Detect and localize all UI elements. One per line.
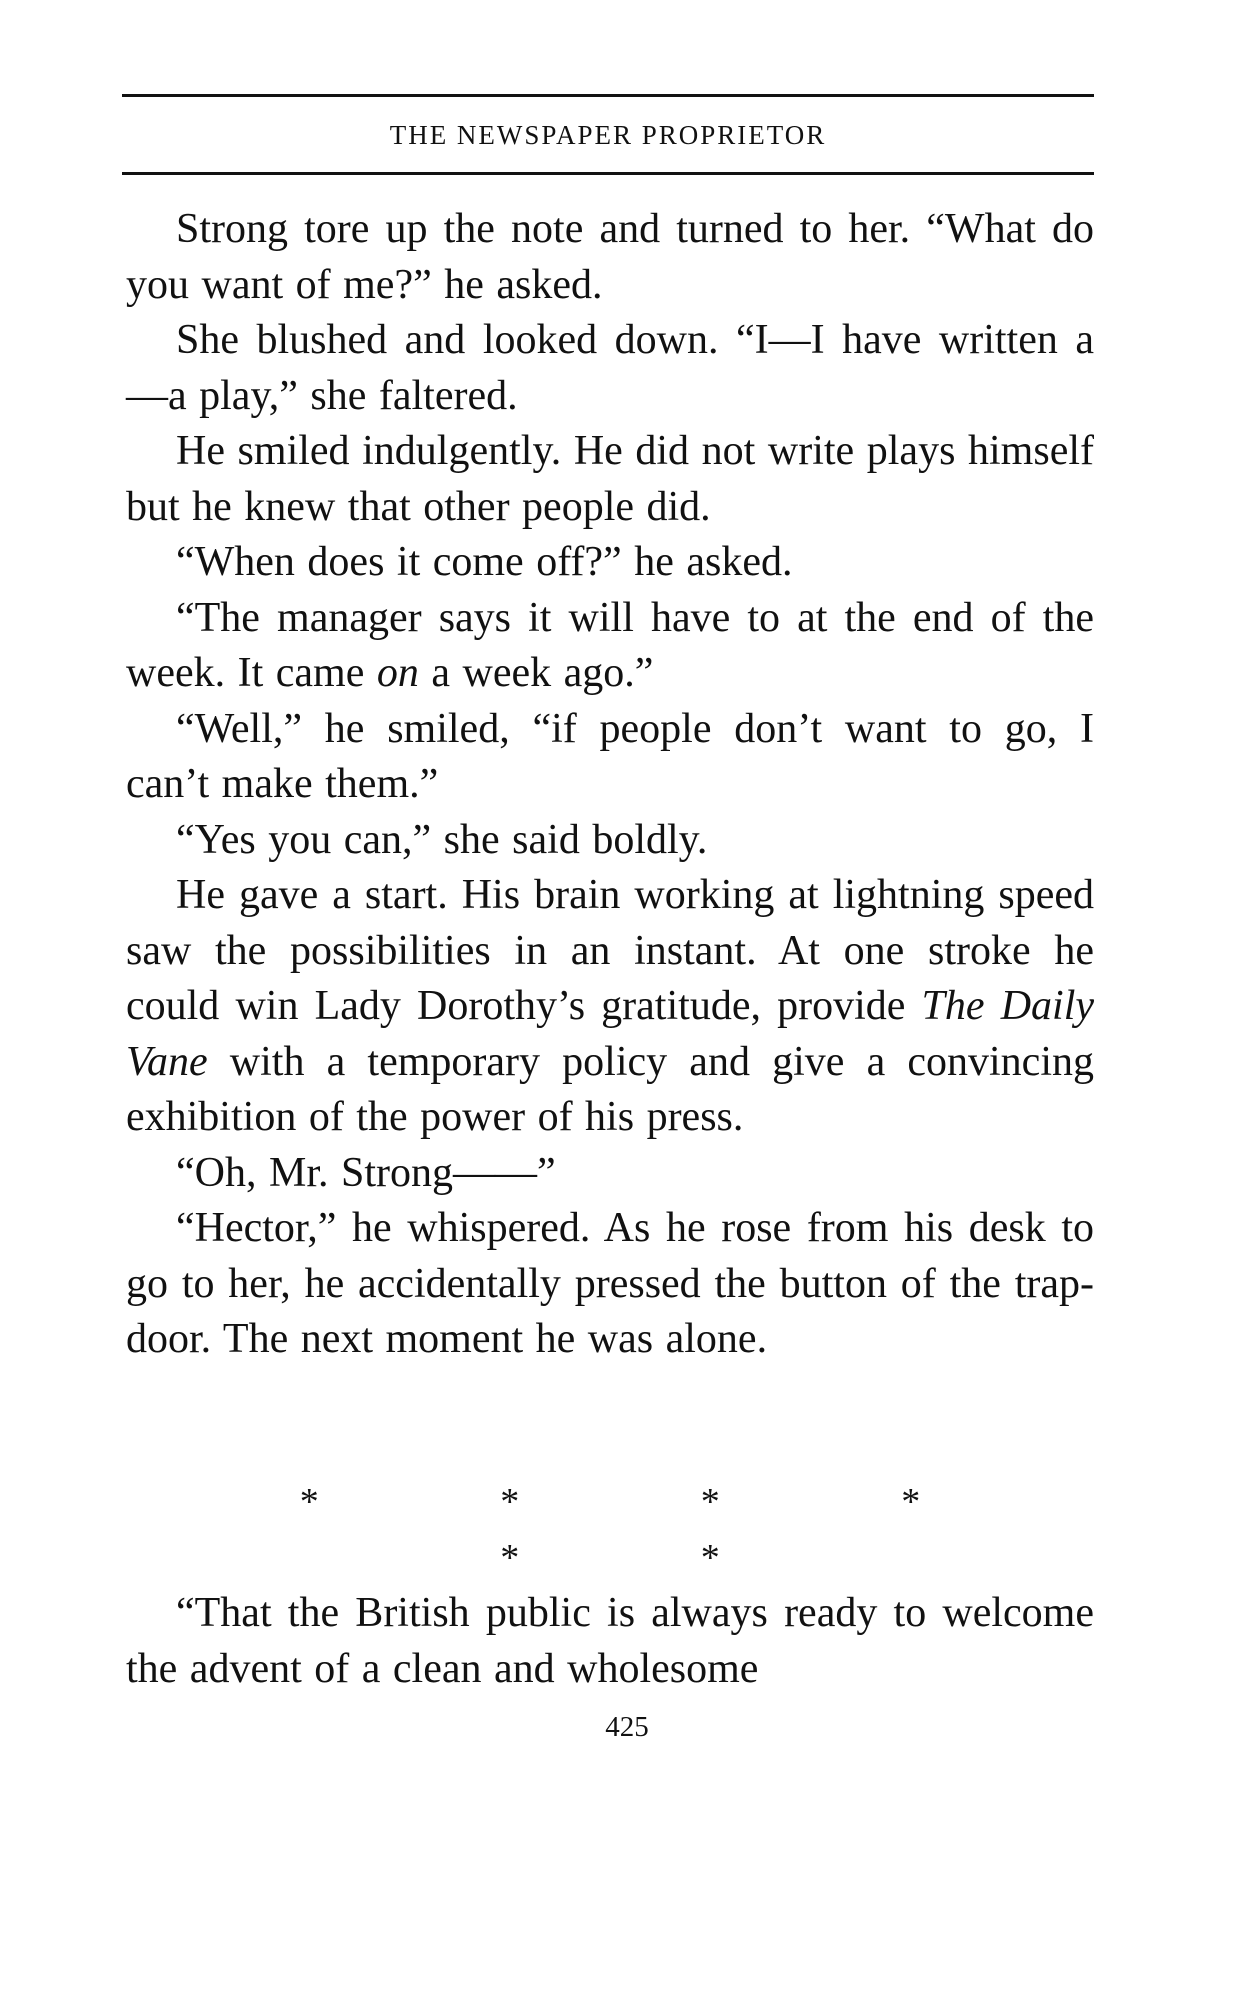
paragraph-text: “Oh, Mr. Strong——”: [176, 1149, 556, 1196]
paragraph: [126, 591, 1094, 702]
paragraph: [126, 202, 1094, 313]
paragraph-text: “The manager says it will have to at the end of the week. It came: [126, 594, 1094, 696]
paragraph-text: He smiled indulgently. He did not write plays himself but he knew that other people did.: [126, 428, 1094, 530]
paragraph: [126, 813, 1094, 869]
paragraph-text: Strong tore up the note and turned to her. “What do you want of me?” he asked.: [126, 206, 1094, 308]
paragraph-text: “Yes you can,” she said boldly.: [176, 816, 708, 863]
paragraph: [126, 424, 1094, 535]
paragraph-text: She blushed and looked down. “I—I have written a—a play,” she faltered.: [126, 317, 1094, 419]
paragraph-text: with a temporary policy and give a convincing exhibition of the power of his press.: [126, 1038, 1094, 1140]
paragraph: [126, 1201, 1094, 1368]
paragraph: [126, 1146, 1094, 1202]
body-text-continued: [126, 1586, 1094, 1697]
paragraph: [126, 535, 1094, 591]
paragraph-text: “Well,” he smiled, “if people don’t want to go, I can’t make them.”: [126, 705, 1094, 807]
paragraph-text: “When does it come off?” he asked.: [176, 539, 793, 585]
paragraph-text: “Hector,” he whispered. As he rose from his desk to go to her, he accidentally pressed the button of the trap-door. The next moment he was alone.: [126, 1205, 1094, 1362]
paragraph-text: “That the British public is always ready to welcome the advent of a clean and wholesome: [126, 1590, 1094, 1692]
paragraph: [126, 313, 1094, 424]
paragraph: [126, 868, 1094, 1146]
header-rule-top: [122, 94, 1094, 97]
paragraph: [126, 702, 1094, 813]
paragraph-text: a week ago.”: [418, 650, 654, 696]
section-break: * * * * * *: [299, 1481, 1007, 1579]
running-head: THE NEWSPAPER PROPRIETOR: [389, 120, 827, 150]
paragraph-text: He gave a start. His brain working at lightning speed saw the possibilities in an instant. At one stroke he could win Lady Dorothy’s gratitude, provide: [126, 872, 1094, 1029]
paragraph: [126, 1586, 1094, 1697]
italic-text: The Daily Vane: [126, 983, 1095, 1085]
page-number: 425: [605, 1711, 649, 1743]
header-rule-bottom: [122, 172, 1094, 175]
italic-text: on: [376, 650, 419, 696]
body-text: [126, 202, 1094, 1368]
